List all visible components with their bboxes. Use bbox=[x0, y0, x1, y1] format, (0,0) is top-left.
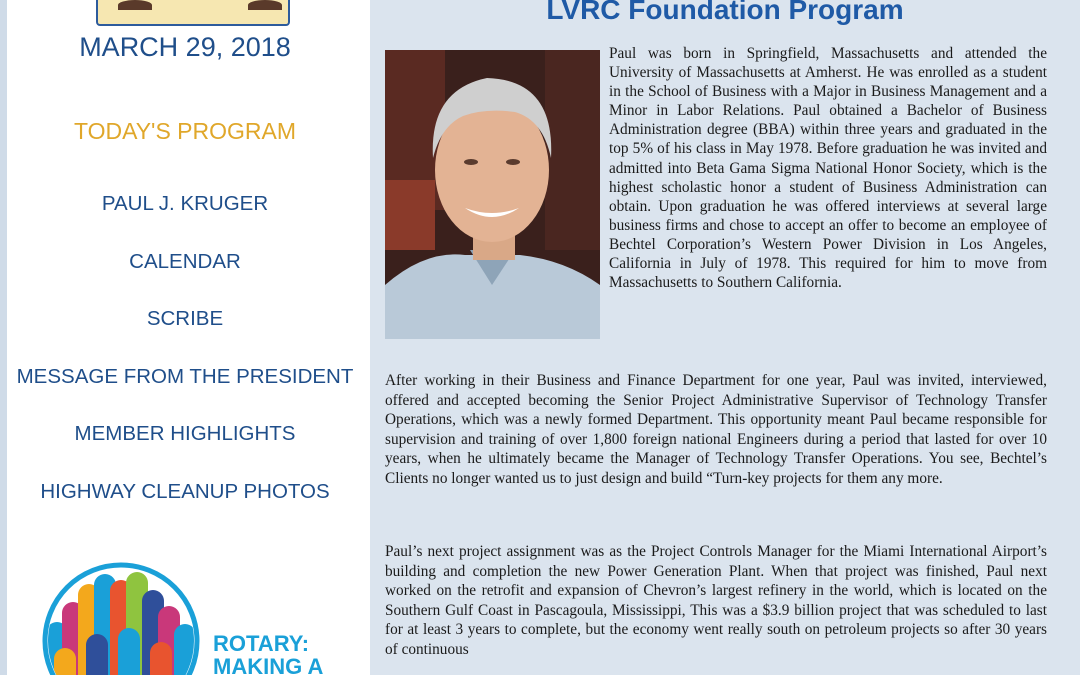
newsletter-date: MARCH 29, 2018 bbox=[79, 32, 291, 62]
nav-item-paul-kruger[interactable]: PAUL J. KRUGER bbox=[101, 192, 269, 215]
nav-item-member-highlights[interactable]: MEMBER HIGHLIGHTS bbox=[74, 422, 296, 446]
rotary-theme-text bbox=[213, 632, 323, 675]
rotary-theme-line2: MAKING A bbox=[213, 654, 324, 675]
article-panel bbox=[370, 0, 1080, 675]
program-heading: TODAY'S PROGRAM bbox=[73, 118, 297, 144]
article-title: LVRC Foundation Program bbox=[546, 0, 904, 25]
rotary-theme-logo bbox=[42, 562, 200, 675]
nav-item-calendar[interactable]: CALENDAR bbox=[129, 249, 241, 273]
article-paragraph-1: Paul was born in Springfield, Massachusetts and attended the University of Massachusetts at Amherst. He was enrolled as a student in the School of Business with a Major in Business Management and a Minor in Labor Relations. Paul obtained a Bachelor of Business Administration degree (BBA) within three years and graduated in the top 5% of his class in May 1978. Before graduation he was invited and admitted into Beta Gama Sigma National Honor Society, which is the highest scholastic honor a student of Business Administration can obtain. Upon graduation he was offered interviews at several large business firms and chose to accept an offer to become an employee of Bechtel Corporation’s Western Power Division in Los Angeles, California in July of 1978. This required for him to move from Massachusetts to Southern California. bbox=[609, 45, 1047, 292]
logo-shape bbox=[118, 0, 152, 10]
logo-shape bbox=[248, 0, 282, 10]
speaker-photo bbox=[385, 50, 600, 339]
article-paragraph-3: Paul’s next project assignment was as the Project Controls Manager for the Miami International Airport’s building and completion the new Power Generation Plant. When that project was finished, Paul next worked on the retrofit and expansion of Chevron’s largest refinery in the world, which is located on the Southern Gulf Coast in Pascagoula, Mississippi, This was a $3.9 billion project that was scheduled to last for at least 3 years to complete, but the economy went really south on petroleum projects so after 30 years of continuous bbox=[385, 543, 1047, 658]
nav-item-scribe[interactable]: SCRIBE bbox=[146, 307, 224, 331]
nav-item-highway-cleanup[interactable]: HIGHWAY CLEANUP PHOTOS bbox=[40, 479, 330, 503]
rotary-theme-line1: ROTARY: bbox=[213, 631, 310, 656]
sidebar bbox=[0, 0, 370, 675]
nav-item-president-message[interactable]: MESSAGE FROM THE PRESIDENT bbox=[16, 364, 354, 388]
sidebar-nav bbox=[0, 190, 370, 536]
article-paragraph-2: After working in their Business and Finance Department for one year, Paul was invited, interviewed, offered and accepted becoming the Senior Project Administrative Supervisor of Technology Transfer Operations, which was a newly formed Department. This opportunity meant Paul became responsible for supervision and training of over 1,800 foreign national Engineers during a period that lasted for over 10 years, when he ultimately became the Manager of Technology Transfer Operations. You see, Bechtel’s Clients no longer wanted us to just design and build “Turn-key projects for them any more. bbox=[385, 372, 1047, 487]
club-logo bbox=[96, 0, 290, 26]
